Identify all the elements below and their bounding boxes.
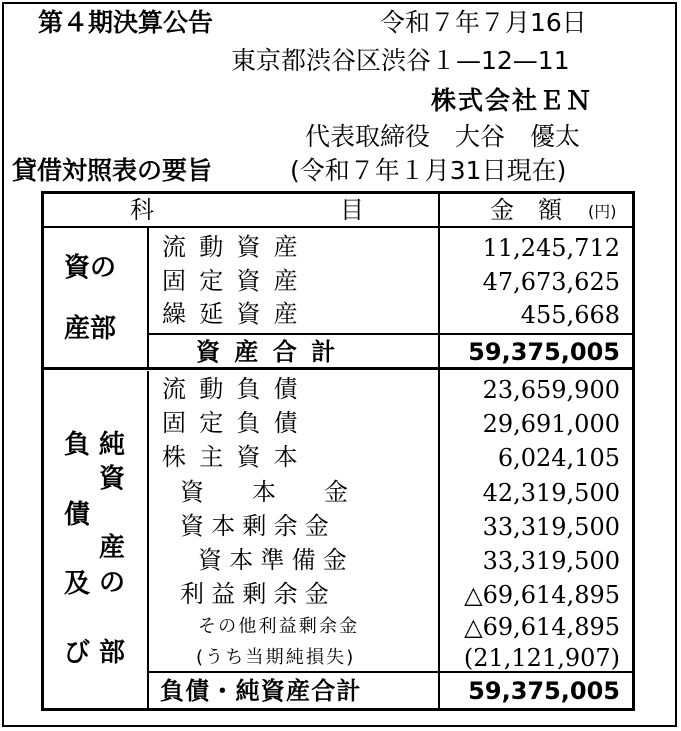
liab-item-value: △69,614,895 bbox=[464, 613, 620, 641]
asset-item-label: 流動資産 bbox=[162, 233, 311, 261]
liab-group-right-3: 産 bbox=[99, 533, 126, 563]
liab-group-left-1: 負 bbox=[64, 430, 91, 460]
liab-item-value: 42,319,500 bbox=[482, 479, 620, 507]
assets-group-label-2: 産部 bbox=[64, 314, 117, 344]
assets-group-divider bbox=[147, 228, 149, 369]
company-address: 東京都渋谷区渋谷１—12—11 bbox=[231, 46, 570, 75]
header-subject-2: 目 bbox=[340, 196, 364, 224]
liab-item-label: 流動負債 bbox=[162, 375, 311, 403]
balance-sheet-table bbox=[41, 191, 635, 711]
assets-total-label: 資産合計 bbox=[196, 338, 350, 366]
header-row-divider bbox=[44, 226, 632, 228]
liab-item-label: 株主資本 bbox=[162, 443, 311, 471]
liab-group-left-2: 債 bbox=[64, 500, 91, 530]
liab-item-label: 固定負債 bbox=[162, 409, 311, 437]
liab-item-value: △69,614,895 bbox=[464, 581, 620, 609]
assets-group-label-1: 資の bbox=[64, 253, 117, 283]
notice-date: 令和７年７月16日 bbox=[380, 8, 587, 37]
liab-total-value: 59,375,005 bbox=[468, 677, 620, 705]
liab-item-label: 資 本 金 bbox=[180, 478, 348, 506]
assets-total-value: 59,375,005 bbox=[468, 338, 620, 366]
notice-title: 第４期決算公告 bbox=[38, 8, 214, 37]
balance-sheet-title: 貸借対照表の要旨 bbox=[12, 156, 213, 185]
liab-group-left-4: び bbox=[64, 638, 91, 668]
liab-group-divider bbox=[147, 371, 149, 708]
liab-item-label: その他利益剰余金 bbox=[198, 616, 360, 637]
liab-group-left-3: 及 bbox=[64, 569, 91, 599]
asset-item-value: 455,668 bbox=[520, 301, 620, 329]
liab-item-value: 33,319,500 bbox=[482, 547, 620, 575]
liab-item-label: (うち当期純損失) bbox=[196, 647, 356, 668]
company-name: 株式会社ＥＮ bbox=[431, 86, 594, 115]
balance-sheet-date: (令和７年１月31日現在) bbox=[290, 156, 567, 185]
asset-item-value: 11,245,712 bbox=[482, 234, 620, 262]
asset-item-value: 47,673,625 bbox=[482, 268, 620, 296]
amount-column-divider bbox=[438, 194, 440, 708]
liab-item-label: 資本剰余金 bbox=[180, 512, 336, 540]
liab-group-right-1: 純 bbox=[99, 430, 126, 460]
liab-item-value: 33,319,500 bbox=[482, 513, 620, 541]
liab-item-value: 6,024,105 bbox=[497, 444, 620, 472]
liab-item-label: 利益剰余金 bbox=[180, 580, 336, 608]
liab-group-right-5: 部 bbox=[99, 638, 126, 668]
header-unit: (円) bbox=[588, 202, 617, 221]
liab-item-value: (21,121,907) bbox=[463, 644, 620, 672]
header-subject-1: 科 bbox=[130, 196, 154, 224]
assets-total-divider bbox=[147, 333, 632, 335]
asset-item-label: 繰延資産 bbox=[162, 300, 311, 328]
liab-item-value: 23,659,900 bbox=[482, 376, 620, 404]
liab-total-label: 負債・純資産合計 bbox=[160, 677, 362, 705]
liab-group-right-2: 資 bbox=[99, 464, 126, 494]
header-amount: 金 額 bbox=[490, 196, 562, 224]
section-divider bbox=[44, 367, 632, 370]
liab-item-label: 資本準備金 bbox=[198, 546, 354, 574]
asset-item-label: 固定資産 bbox=[162, 267, 311, 295]
liab-group-right-4: の bbox=[99, 568, 126, 598]
liab-item-value: 29,691,000 bbox=[482, 410, 620, 438]
representative: 代表取締役 大谷 優太 bbox=[305, 122, 581, 151]
